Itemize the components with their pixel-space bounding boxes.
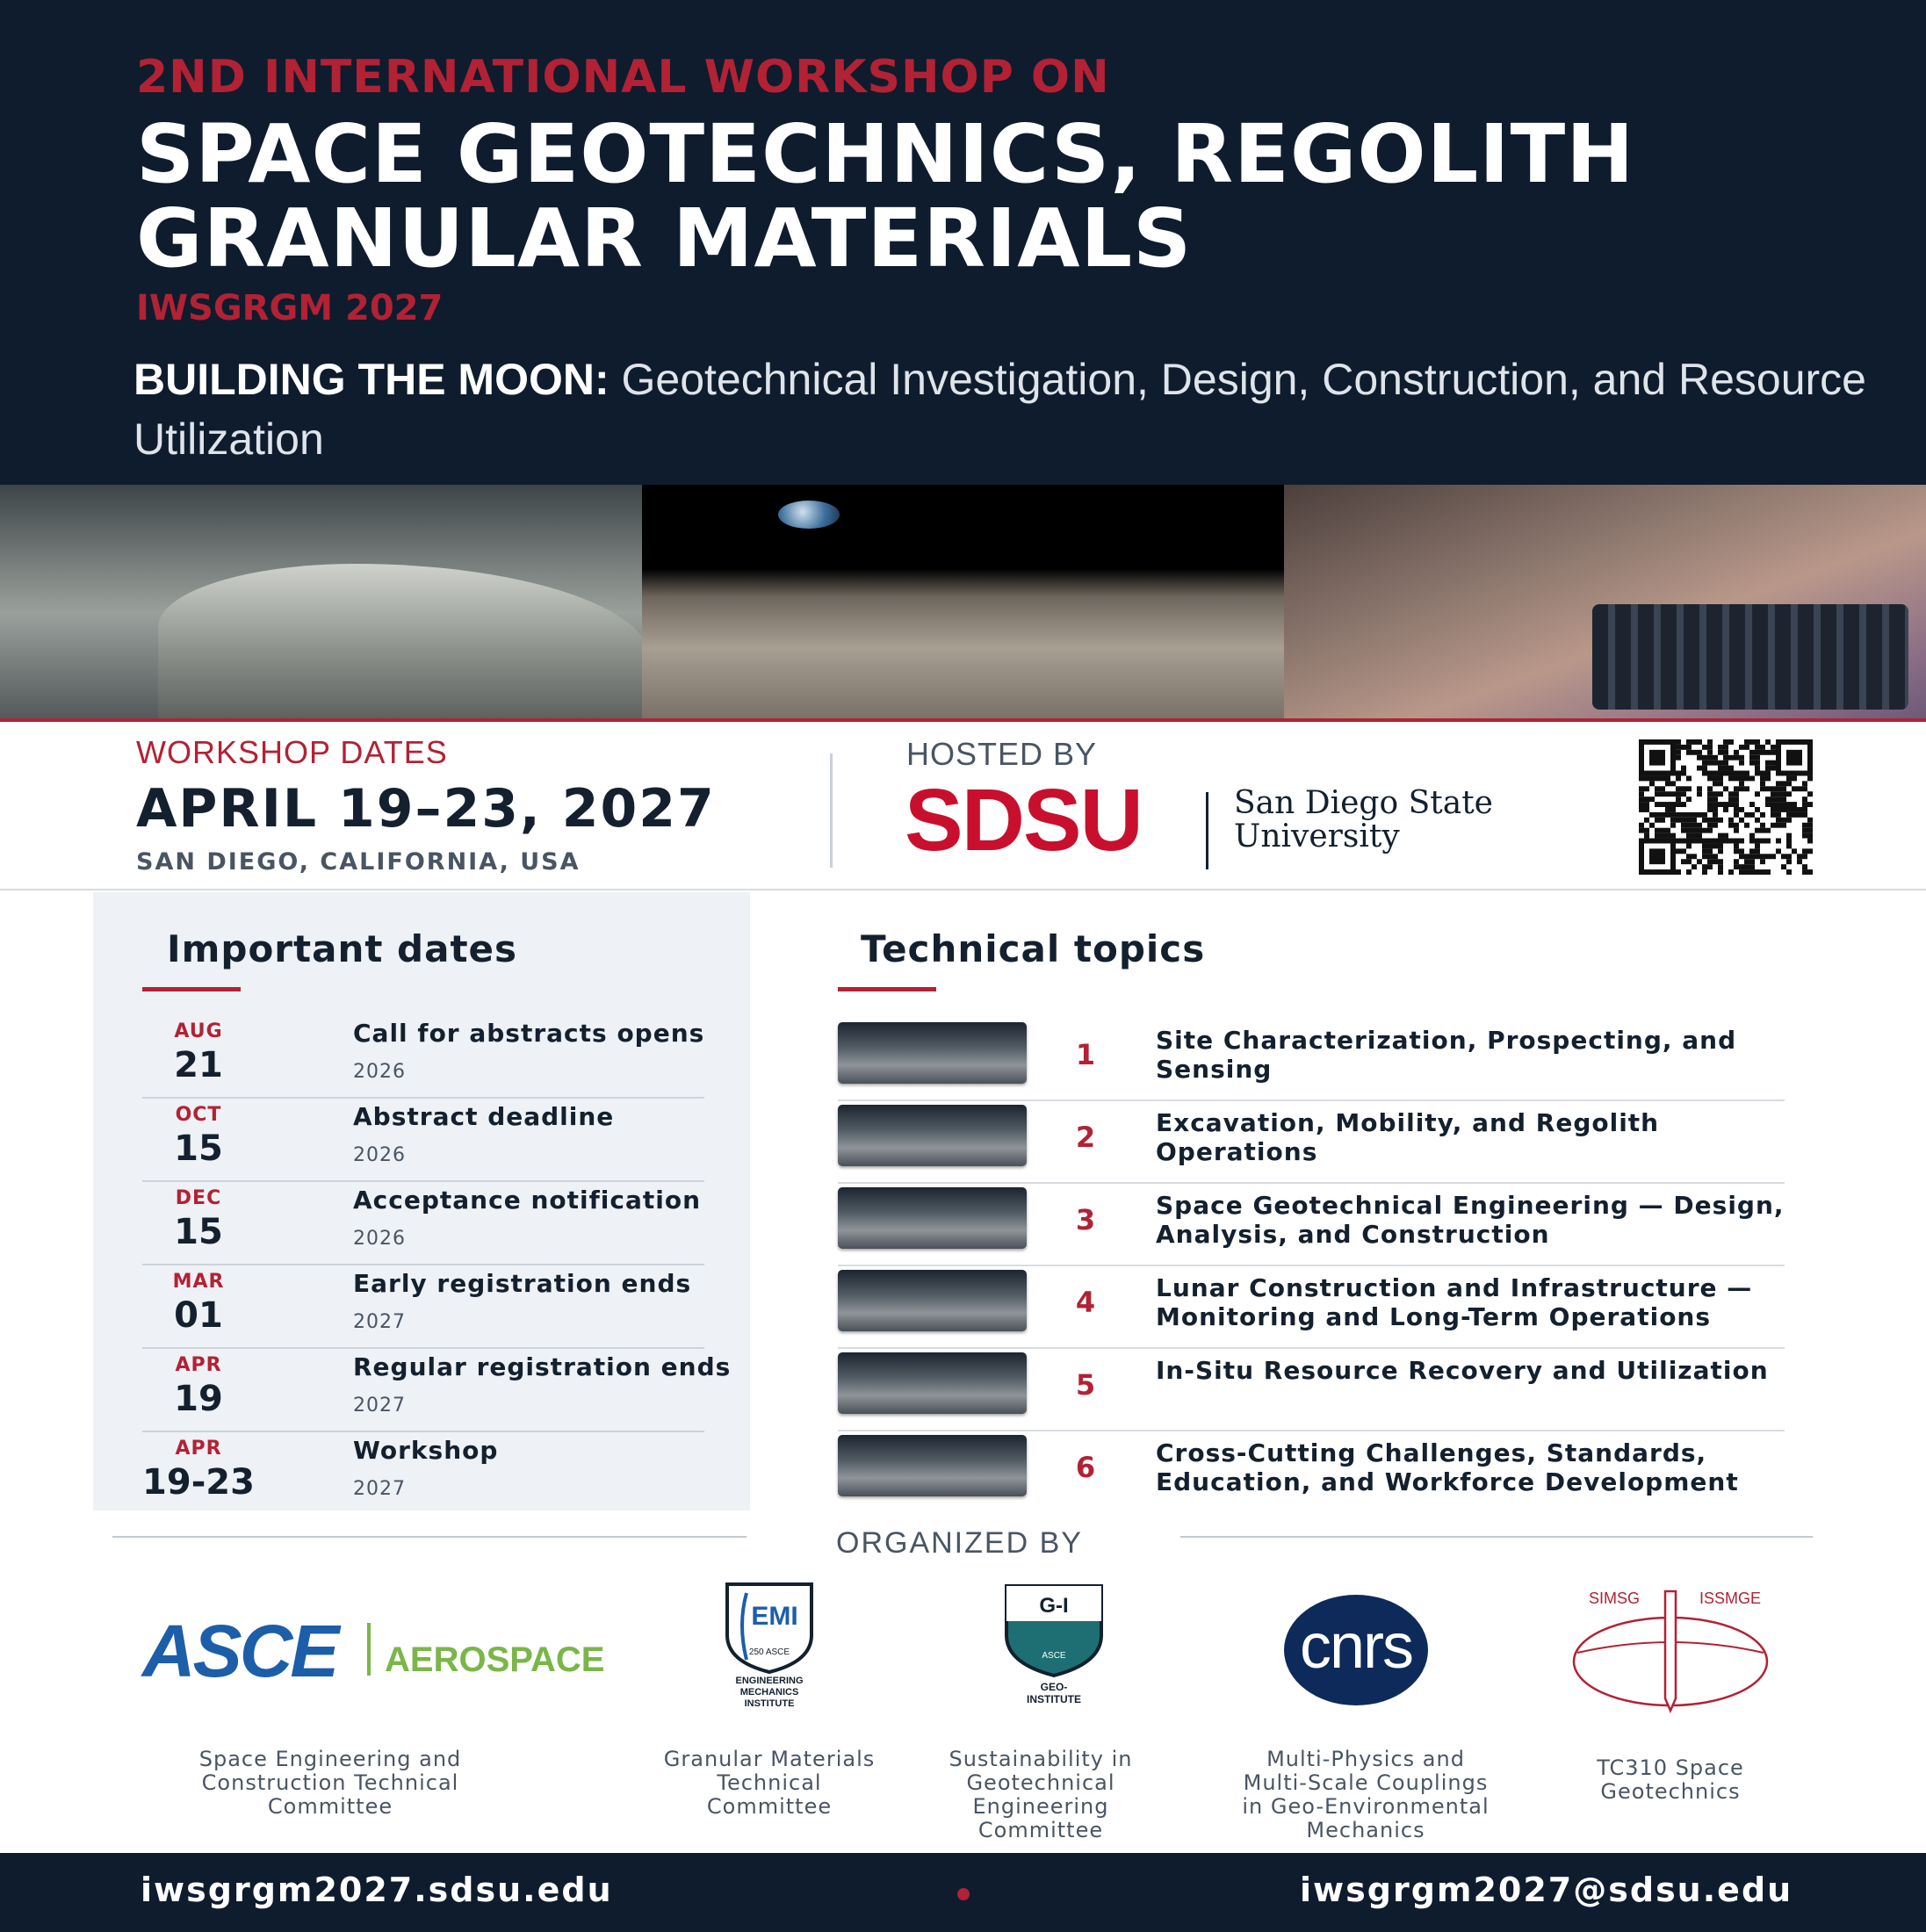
topic-thumbnail (838, 1270, 1027, 1331)
photo-strip (0, 485, 1926, 718)
date-month: APR (175, 1438, 222, 1460)
date-day: 01 (174, 1295, 223, 1336)
host-name-line-1: San Diego State (1234, 785, 1493, 821)
caption-line: Space Engineering and (198, 1747, 462, 1771)
date-row (142, 1265, 704, 1349)
host-name (1234, 787, 1493, 854)
topic-text: In-Situ Resource Recovery and Utilization (1156, 1356, 1769, 1385)
date-month: APR (175, 1354, 222, 1376)
qr-code-icon[interactable] (1639, 739, 1813, 875)
topic-row (838, 1266, 1785, 1349)
topic-row (838, 1101, 1785, 1184)
org-caption-tc310 (1547, 1756, 1793, 1804)
caption-line: Mechanics (1306, 1818, 1425, 1842)
date-year: 2026 (353, 1144, 406, 1166)
organized-by-rule-left (112, 1536, 747, 1538)
sdsu-logo-divider (1206, 792, 1208, 869)
date-row (142, 1182, 704, 1265)
caption-line: Technical (717, 1770, 822, 1795)
date-label: Regular registration ends (353, 1352, 732, 1381)
workshop-location: SAN DIEGO, CALIFORNIA, USA (136, 848, 581, 876)
topic-row (838, 1019, 1785, 1101)
email-link[interactable]: iwsgrgm2027@sdsu.edu (1300, 1871, 1793, 1909)
emi-logo-subtext: ENGINEERING MECHANICS INSTITUTE (735, 1676, 804, 1709)
photo-rover-surface (1284, 485, 1926, 718)
gi-logo-mark: ASCE (1042, 1651, 1066, 1661)
topic-thumbnail (838, 1022, 1027, 1084)
asce-logo: ASCE (142, 1610, 337, 1692)
title-line-1: SPACE GEOTECHNICS, REGOLITH (136, 107, 1635, 201)
band-divider (830, 753, 833, 868)
topic-row (838, 1184, 1785, 1266)
cnrs-logo: cnrs (1284, 1595, 1428, 1705)
boulder-shape (158, 564, 642, 718)
caption-line: Engineering (972, 1794, 1109, 1819)
date-month: OCT (175, 1104, 222, 1126)
host-name-line-2: University (1234, 818, 1400, 854)
date-month: AUG (174, 1020, 223, 1042)
topic-thumbnail (838, 1105, 1027, 1166)
caption-line: Construction Technical (201, 1770, 459, 1795)
date-label: Abstract deadline (353, 1102, 615, 1131)
photo-astronaut-boulder (0, 485, 642, 718)
organized-by-rule-right (1180, 1536, 1813, 1538)
date-day: 15 (174, 1128, 223, 1169)
date-year: 2027 (353, 1311, 406, 1333)
sdsu-logo: SDSU (905, 771, 1142, 869)
caption-line: Committee (267, 1794, 393, 1819)
acronym: IWSGRGM 2027 (136, 288, 444, 328)
date-row (142, 1432, 704, 1516)
date-month: DEC (175, 1187, 222, 1209)
caption-line: Committee (977, 1818, 1104, 1842)
date-year: 2027 (353, 1478, 406, 1500)
page-title (136, 107, 1635, 285)
emi-logo (720, 1581, 819, 1712)
topic-text: Lunar Construction and Infrastructure — Monitoring and Long-Term Operations (1156, 1273, 1753, 1331)
date-year: 2027 (353, 1395, 406, 1417)
dates-list (142, 1015, 732, 1516)
subtitle-rest: Geotechnical Investigation, Design, Construction, and Resource Utilization (133, 355, 1866, 464)
date-day: 19 (174, 1379, 223, 1419)
topic-row (838, 1349, 1785, 1431)
date-year: 2026 (353, 1228, 406, 1250)
info-band (0, 722, 1926, 890)
caption-line: Multi-Scale Couplings (1243, 1770, 1489, 1795)
topic-number: 6 (1075, 1451, 1096, 1484)
tc310-logo-left: SIMSG (1588, 1590, 1641, 1607)
website-link[interactable]: iwsgrgm2027.sdsu.edu (141, 1871, 613, 1909)
caption-line: Committee (706, 1794, 833, 1819)
footer (0, 1853, 1926, 1932)
tc310-logo-right: ISSMGE (1699, 1590, 1762, 1607)
caption-line: in Geo-Environmental (1242, 1794, 1490, 1819)
caption-line: TC310 Space (1597, 1755, 1744, 1780)
topic-number: 2 (1075, 1121, 1096, 1154)
technical-topics-underline (838, 987, 936, 991)
date-day: 19-23 (142, 1462, 255, 1503)
date-label: Workshop (353, 1436, 499, 1465)
caption-line: Sustainability in (949, 1747, 1133, 1771)
org-caption-gi (931, 1748, 1151, 1842)
date-day: 15 (174, 1212, 223, 1252)
emi-logo-mark: 250 ASCE (748, 1647, 790, 1657)
org-caption-asce (155, 1748, 506, 1819)
kicker: 2ND INTERNATIONAL WORKSHOP ON (136, 51, 1110, 104)
caption-line: Granular Materials (663, 1747, 876, 1771)
topic-thumbnail (838, 1435, 1027, 1496)
date-month: MAR (172, 1271, 225, 1293)
date-day: 21 (174, 1045, 223, 1085)
topic-text: Site Characterization, Prospecting, and Sensing (1156, 1026, 1737, 1084)
asce-logo-divider (367, 1623, 371, 1676)
footer-dot (957, 1888, 970, 1900)
date-row (142, 1099, 704, 1182)
photo-earthrise (642, 485, 1284, 718)
workshop-dates: APRIL 19–23, 2027 (136, 778, 716, 840)
subtitle-lead: BUILDING THE MOON: (133, 355, 610, 404)
title-line-2: GRANULAR MATERIALS (136, 191, 1193, 285)
important-dates-underline (142, 987, 241, 991)
tc310-logo (1565, 1588, 1776, 1719)
technical-topics-title: Technical topics (861, 927, 1206, 970)
date-label: Acceptance notification (353, 1186, 702, 1215)
topic-thumbnail (838, 1352, 1027, 1414)
subtitle (133, 350, 1881, 469)
emi-logo-text: EMI (751, 1602, 798, 1631)
topic-thumbnail (838, 1187, 1027, 1249)
hosted-by-label: HOSTED BY (906, 736, 1098, 772)
date-row (142, 1015, 704, 1099)
org-caption-emi (646, 1748, 892, 1819)
organized-by-title: ORGANIZED BY (836, 1526, 1083, 1560)
earth-icon (778, 501, 840, 529)
org-caption-cnrs (1221, 1748, 1511, 1842)
date-label: Early registration ends (353, 1269, 692, 1298)
important-dates-panel (93, 892, 750, 1510)
topic-text: Excavation, Mobility, and Regolith Operations (1156, 1108, 1660, 1166)
topic-text: Cross-Cutting Challenges, Standards, Education, and Workforce Development (1156, 1438, 1739, 1496)
header-banner (0, 0, 1926, 485)
topic-number: 5 (1075, 1368, 1096, 1402)
topic-text: Space Geotechnical Engineering — Design, Analysis, and Construction (1156, 1191, 1785, 1249)
date-row (142, 1349, 732, 1432)
caption-line: Geotechnics (1600, 1779, 1741, 1804)
date-year: 2026 (353, 1061, 406, 1083)
gi-logo-text: G-I (1039, 1594, 1069, 1618)
geo-institute-logo (1001, 1582, 1107, 1714)
rover-shape (1592, 604, 1908, 710)
topics-list (838, 1019, 1785, 1514)
topic-number: 3 (1075, 1203, 1096, 1236)
important-dates-title: Important dates (167, 927, 518, 970)
caption-line: Geotechnical (966, 1770, 1115, 1795)
asce-aerospace-wordmark: AEROSPACE (385, 1640, 605, 1679)
gi-logo-subtext: GEO-INSTITUTE (1027, 1681, 1081, 1705)
caption-line: Multi-Physics and (1266, 1747, 1465, 1771)
workshop-dates-label: WORKSHOP DATES (136, 734, 448, 770)
date-label: Call for abstracts opens (353, 1019, 705, 1048)
topic-row (838, 1431, 1785, 1514)
topic-number: 1 (1075, 1038, 1096, 1071)
topic-number: 4 (1075, 1286, 1096, 1319)
